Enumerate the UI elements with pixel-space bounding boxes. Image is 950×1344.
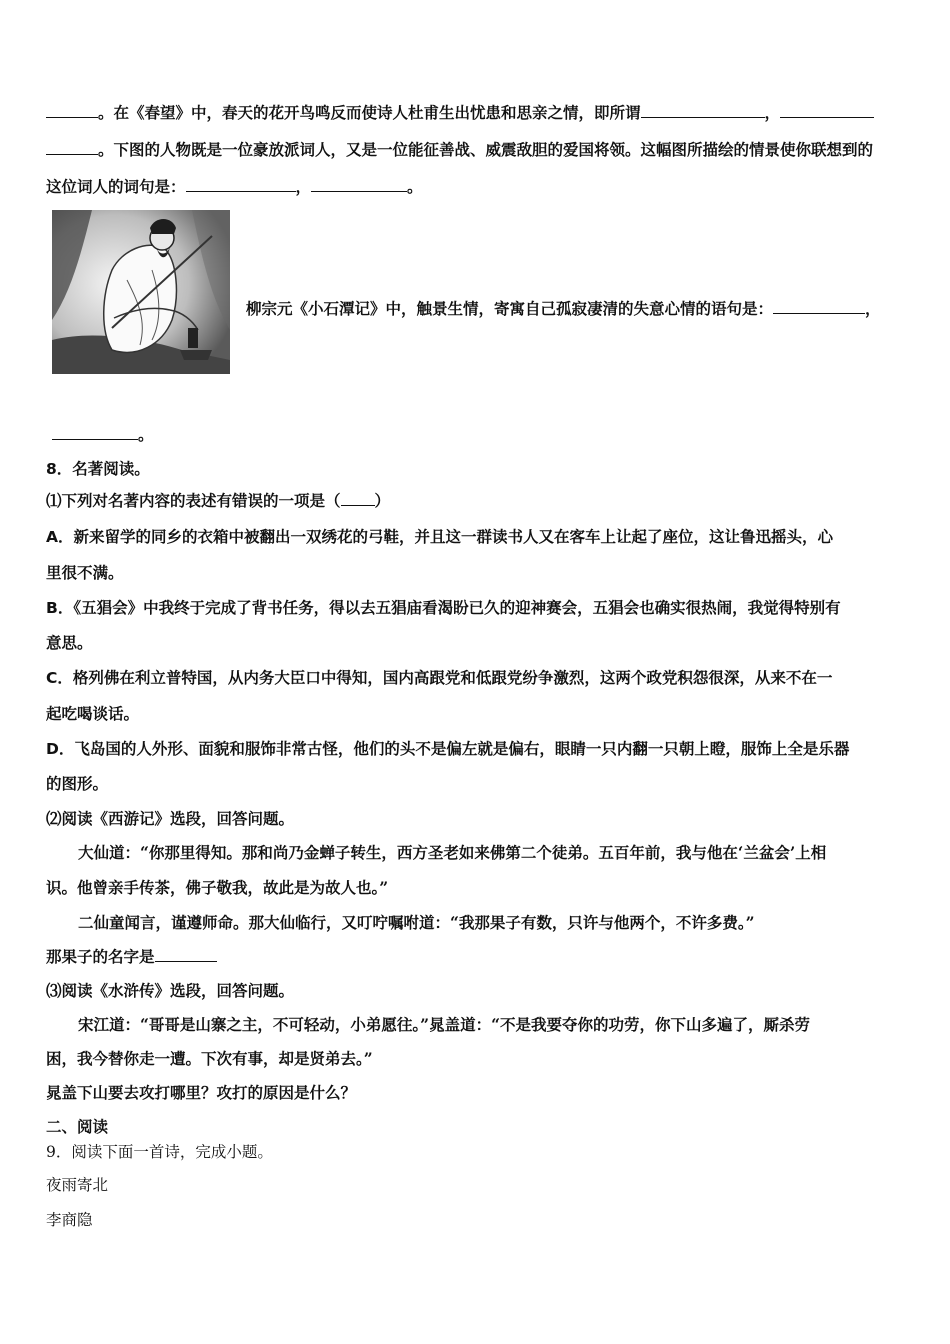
poem-title: 夜雨寄北 <box>46 1176 109 1194</box>
poem-author: 李商隐 <box>46 1211 93 1229</box>
option-b-line-1: B．《五猖会》中我终于完成了背书任务，得以去五猖庙看渴盼已久的迎神赛会，五猖会也确实很热闹，我觉得特别有 <box>46 599 841 617</box>
option-a-line-2: 里很不满。 <box>46 564 124 582</box>
fill-line-3: 这位词人的词句是： ， 。 <box>46 178 423 196</box>
option-d-line-1: D．飞岛国的人外形、面貌和服饰非常古怪，他们的头不是偏左就是偏右，眼睛一只内翻一只朝上瞪，服饰上全是乐器 <box>46 740 850 758</box>
shuihu-excerpt-line-2: 困，我今替你走一遭。下次有事，却是贤弟去。” <box>46 1049 373 1068</box>
question-8-title: 8．名著阅读。 <box>46 460 150 478</box>
answer-blank[interactable] <box>641 103 765 118</box>
option-d-line-2: 的图形。 <box>46 775 109 793</box>
answer-blank[interactable] <box>311 177 407 192</box>
xiyouji-excerpt-line-2: 识。他曾亲手传茶，佛子敬我，故此是为故人也。” <box>46 878 389 897</box>
option-c-line-2: 起吃喝谈话。 <box>46 705 140 723</box>
answer-blank[interactable] <box>780 103 874 118</box>
answer-blank[interactable] <box>773 299 865 314</box>
shuihu-excerpt-line-1: 宋江道：“哥哥是山寨之主，不可轻动，小弟愿往。”晁盖道：“不是我要夺你的功劳，你下山多遍了，厮杀劳 <box>78 1015 811 1034</box>
option-c-line-1: C．格列佛在利立普特国，从内务大臣口中得知，国内高跟党和低跟党纷争激烈，这两个政党积怨很深，从来不在一 <box>46 669 833 687</box>
section-heading: 二、阅读 <box>46 1118 109 1136</box>
shuihu-question: 晁盖下山要去攻打哪里？攻打的原因是什么？ <box>46 1084 357 1102</box>
option-a-line-1: A．新来留学的同乡的衣箱中被翻出一双绣花的弓鞋，并且这一群读书人又在客车上让起了座位，这让鲁迅摇头，心 <box>46 528 833 546</box>
question-8-1: ⑴下列对名著内容的表述有错误的一项是（ ） <box>46 492 391 510</box>
poet-warrior-illustration <box>52 210 230 374</box>
answer-blank[interactable] <box>155 947 217 962</box>
xiyouji-excerpt-line-1: 大仙道：“你那里得知。那和尚乃金蝉子转生，西方圣老如来佛第二个徒弟。五百年前，我与他在‘兰盆会’上相 <box>78 843 827 862</box>
answer-blank[interactable] <box>46 103 98 118</box>
question-8-2: ⑵阅读《西游记》选段，回答问题。 <box>46 810 295 828</box>
question-9: 9．阅读下面一首诗，完成小题。 <box>46 1143 273 1161</box>
poet-warrior-illustration-drawing <box>52 210 230 374</box>
answer-blank[interactable] <box>52 425 138 440</box>
fill-line-2: 。下图的人物既是一位豪放派词人，又是一位能征善战、威震敌胆的爱国将领。这幅图所描绘的情景使你联想到的 <box>46 139 873 161</box>
fruit-name-prompt: 那果子的名字是 <box>46 946 217 968</box>
fill-line-5: 。 <box>52 424 154 446</box>
option-b-line-2: 意思。 <box>46 634 93 652</box>
answer-blank[interactable] <box>186 177 296 192</box>
answer-blank[interactable] <box>341 491 375 506</box>
xiyouji-excerpt-line-3: 二仙童闻言，谨遵师命。那大仙临行，又叮咛嘱咐道：“我那果子有数，只许与他两个，不许多费。” <box>78 913 755 932</box>
answer-blank[interactable] <box>46 140 98 155</box>
question-8-3: ⑶阅读《水浒传》选段，回答问题。 <box>46 982 295 1000</box>
fill-line-4: 柳宗元《小石潭记》中，触景生情，寄寓自己孤寂凄清的失意心情的语句是： ， <box>246 300 881 318</box>
fill-line-1: 。在《春望》中，春天的花开鸟鸣反而使诗人杜甫生出忧患和思亲之情，即所谓 ， <box>46 102 874 124</box>
